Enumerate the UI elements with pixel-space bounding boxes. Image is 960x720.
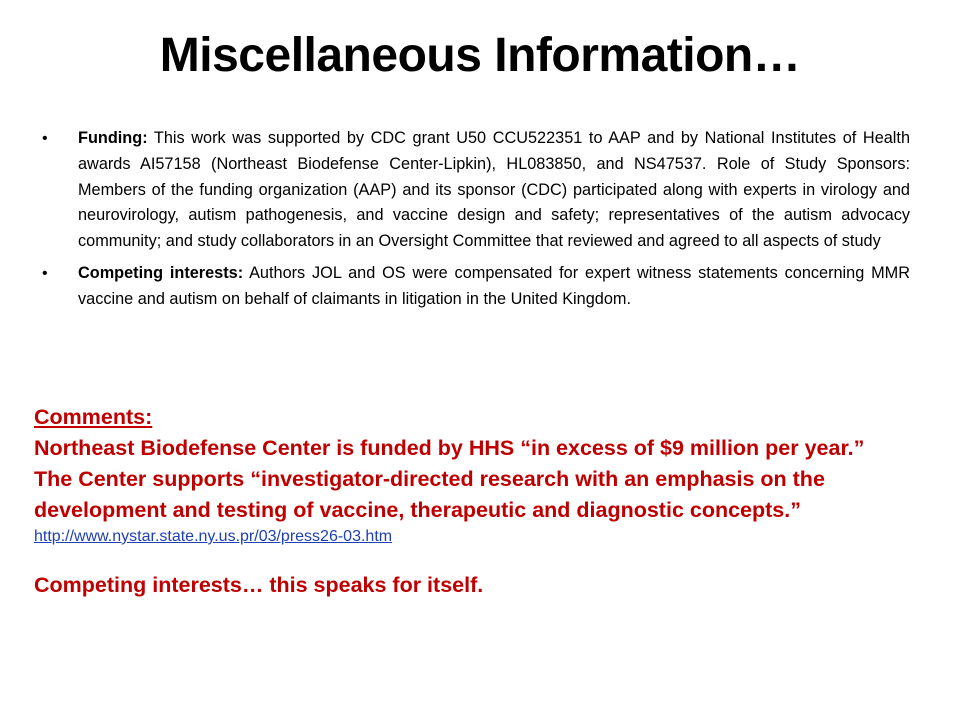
- closing-comment: Competing interests… this speaks for itself.: [34, 573, 484, 597]
- bullet-competing-interests: [40, 261, 910, 313]
- funding-text: This work was supported by CDC grant U50 CCU522351 to AAP and by National Institutes of Health awards AI57158 (Northeast Biodefense Center-Lipkin), HL083850, and NS47537. Role of Study Sponsors: Members of the funding organization (AAP) and its sponsor (CDC) participated along with experts in virology and neurovirology, autism pathogenesis, and vaccine design and safety; representatives of the autism advocacy community; and study collaborators in an Oversight Committee that reviewed and agreed to all aspects of study: [78, 129, 910, 251]
- funding-label: Funding:: [78, 129, 148, 147]
- comment-line-funding: Northeast Biodefense Center is funded by HHS “in excess of $9 million per year.”: [34, 436, 865, 460]
- bullet-dot-icon: •: [42, 264, 48, 282]
- comments-heading: Comments:: [34, 405, 153, 429]
- source-link[interactable]: http://www.nystar.state.ny.us.pr/03/press26-03.htm: [34, 528, 393, 545]
- comments-block: [34, 402, 934, 601]
- slide-title: Miscellaneous Information…: [159, 29, 801, 82]
- bullet-funding: [40, 126, 910, 255]
- bullet-list: [40, 126, 910, 319]
- comment-line-development: development and testing of vaccine, therapeutic and diagnostic concepts.”: [34, 498, 801, 522]
- bullet-dot-icon: •: [42, 130, 48, 147]
- competing-interests-text: Authors JOL and OS were compensated for expert witness statements concerning MMR vaccine and autism on behalf of claimants in litigation in the United Kingdom.: [78, 263, 910, 308]
- comment-line-center-supports: The Center supports “investigator-directed research with an emphasis on the: [34, 467, 825, 491]
- competing-interests-label: Competing interests:: [78, 263, 244, 282]
